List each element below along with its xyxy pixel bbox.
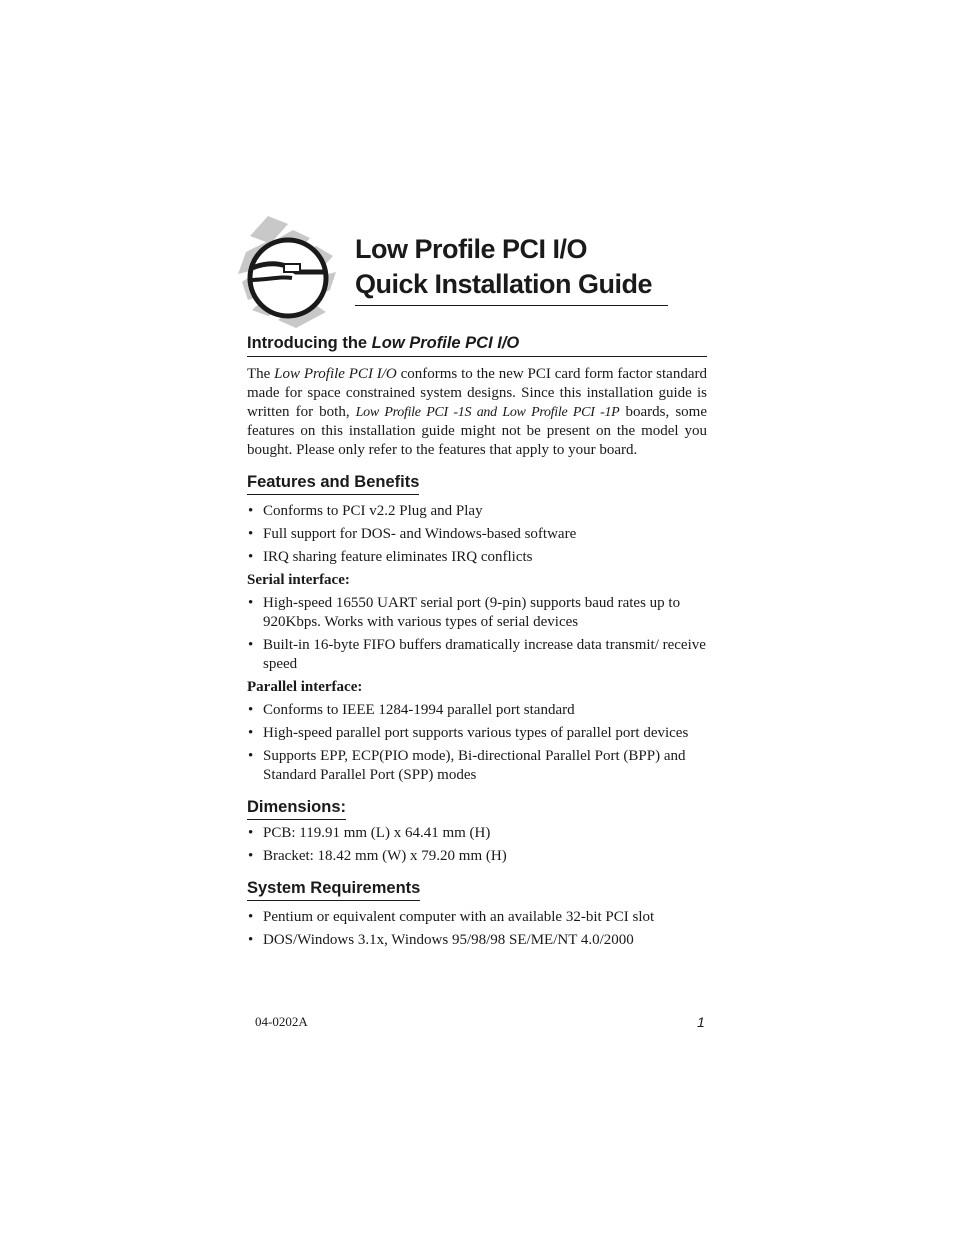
dimensions-list <box>247 824 707 866</box>
list-item: • Bracket: 18.42 mm (W) x 79.20 mm (H) <box>248 848 507 864</box>
document-code: 04-0202A <box>255 1014 308 1029</box>
serial-interface-label: Serial interface: <box>247 572 350 588</box>
list-item: • Built-in 16-byte FIFO buffers dramatically increase data transmit/ receive speed <box>248 637 706 672</box>
title-line-1: Low Profile PCI I/O <box>355 234 588 264</box>
list-item: • Conforms to PCI v2.2 Plug and Play <box>248 503 483 519</box>
list-item: • Conforms to IEEE 1284-1994 parallel port standard <box>248 702 575 718</box>
dimensions-heading: Dimensions: <box>247 796 346 820</box>
page-title <box>355 232 652 302</box>
parallel-interface-label: Parallel interface: <box>247 679 363 695</box>
requirements-list <box>247 908 707 950</box>
features-list <box>247 502 707 567</box>
intro-heading-product: Low Profile PCI I/O <box>371 334 520 352</box>
list-item: • Pentium or equivalent computer with an available 32-bit PCI slot <box>248 909 655 925</box>
intro-heading-prefix: Introducing the <box>247 334 372 352</box>
parallel-list <box>247 701 707 785</box>
intro-text-2: conforms to the new PCI card form factor standard made for space constrained system designs. Since this installation guide is written for both, <box>247 366 707 420</box>
intro-text-product: Low Profile PCI I/O <box>274 366 397 382</box>
serial-list <box>247 594 707 674</box>
list-item: • IRQ sharing feature eliminates IRQ conflicts <box>248 549 533 565</box>
dimensions-section <box>247 796 707 866</box>
list-item: • Supports EPP, ECP(PIO mode), Bi-directional Parallel Port (BPP) and Standard Parallel Port (SPP) modes <box>248 748 686 783</box>
intro-heading <box>247 332 707 357</box>
list-item: • Full support for DOS- and Windows-based software <box>248 526 577 542</box>
intro-paragraph <box>247 365 707 460</box>
list-item: • High-speed parallel port supports various types of parallel port devices <box>248 725 689 741</box>
requirements-heading: System Requirements <box>247 877 420 901</box>
list-item: • High-speed 16550 UART serial port (9-pin) supports baud rates up to 920Kbps. Works with various types of serial devices <box>248 595 681 630</box>
intro-text-1: The <box>247 366 275 382</box>
siig-logo-icon <box>238 216 338 332</box>
list-item: • PCB: 119.91 mm (L) x 64.41 mm (H) <box>248 825 491 841</box>
intro-text-3: boards, some features on this installation guide might not be present on the model you bought. Please only refer to the features that apply to your board. <box>247 404 707 458</box>
features-section <box>247 471 707 785</box>
features-heading: Features and Benefits <box>247 471 419 495</box>
title-underline <box>355 305 668 306</box>
intro-text-models: Low Profile PCI -1S and Low Profile PCI -1P <box>355 405 620 420</box>
list-item: • DOS/Windows 3.1x, Windows 95/98/98 SE/ME/NT 4.0/2000 <box>248 932 634 948</box>
page-number: 1 <box>697 1014 705 1030</box>
main-content <box>247 330 707 950</box>
requirements-section <box>247 877 707 950</box>
title-line-2: Quick Installation Guide <box>355 269 653 299</box>
